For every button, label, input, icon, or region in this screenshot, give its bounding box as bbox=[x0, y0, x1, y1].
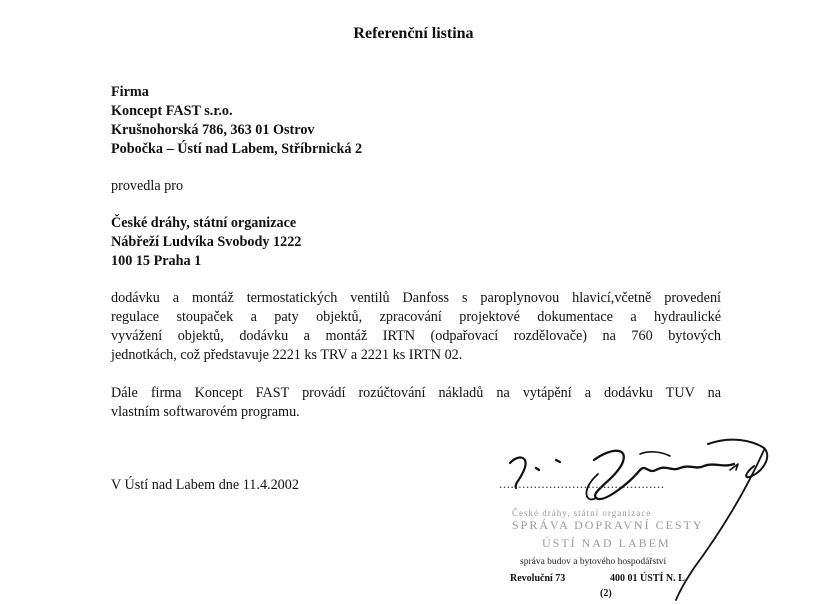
paragraph-1-line: jednotkách, což představuje 2221 ks TRV a 2221 ks IRTN 02. bbox=[111, 347, 463, 363]
stamp-line-2: SPRÁVA DOPRAVNÍ CESTY bbox=[512, 518, 704, 532]
paragraph-2-line: vlastním softwarovém programu. bbox=[111, 404, 300, 420]
stamp-line-5-left: Revoluční 73 bbox=[510, 573, 566, 584]
paragraph-2-line: Dále firma Koncept FAST provádí rozúčtování nákladů na vytápění a dodávku TUV na bbox=[111, 385, 721, 401]
client-name: České dráhy, státní organizace bbox=[111, 215, 297, 231]
paragraph-1-line: regulace stoupaček a paty objektů, zpracování projektové dokumentace a hydraulické bbox=[111, 309, 721, 325]
for-label bbox=[111, 177, 751, 196]
paragraph-1-line: vyvážení objektů, dodávku a montáž IRTN (odpařovací rozdělovače) na 760 bytových bbox=[111, 328, 721, 344]
stamp-line-3: ÚSTÍ NAD LABEM bbox=[542, 536, 671, 550]
stamp-line-4: správa budov a bytového hospodářství bbox=[520, 557, 667, 567]
stamp-line-6: (2) bbox=[600, 588, 612, 599]
signature-area bbox=[490, 430, 820, 605]
company-heading: Firma bbox=[111, 84, 149, 100]
company-name: Koncept FAST s.r.o. bbox=[111, 103, 233, 119]
for-label-text: provedla pro bbox=[111, 178, 184, 194]
paragraph-1-line: dodávku a montáž termostatických ventilů Danfoss s paroplynovou hlavicí,včetně provedení bbox=[111, 290, 721, 306]
stamp-line-5-right: 400 01 ÚSTÍ N. L. bbox=[610, 573, 688, 584]
company-block bbox=[111, 83, 751, 159]
client-city: 100 15 Praha 1 bbox=[111, 253, 202, 269]
company-branch: Pobočka – Ústí nad Labem, Stříbrnická 2 bbox=[111, 141, 363, 157]
company-address: Krušnohorská 786, 363 01 Ostrov bbox=[111, 122, 315, 138]
client-street: Nábřeží Ludvíka Svobody 1222 bbox=[111, 234, 302, 250]
signature-dots: ........................................... bbox=[499, 476, 665, 491]
stamp-line-1: České dráhy, státní organizace bbox=[512, 508, 652, 518]
paragraph-1 bbox=[111, 289, 721, 365]
place-date-text: V Ústí nad Labem dne 11.4.2002 bbox=[111, 477, 299, 493]
paragraph-2 bbox=[111, 384, 721, 422]
client-block bbox=[111, 214, 751, 271]
document-title: Referenční listina bbox=[353, 25, 474, 42]
